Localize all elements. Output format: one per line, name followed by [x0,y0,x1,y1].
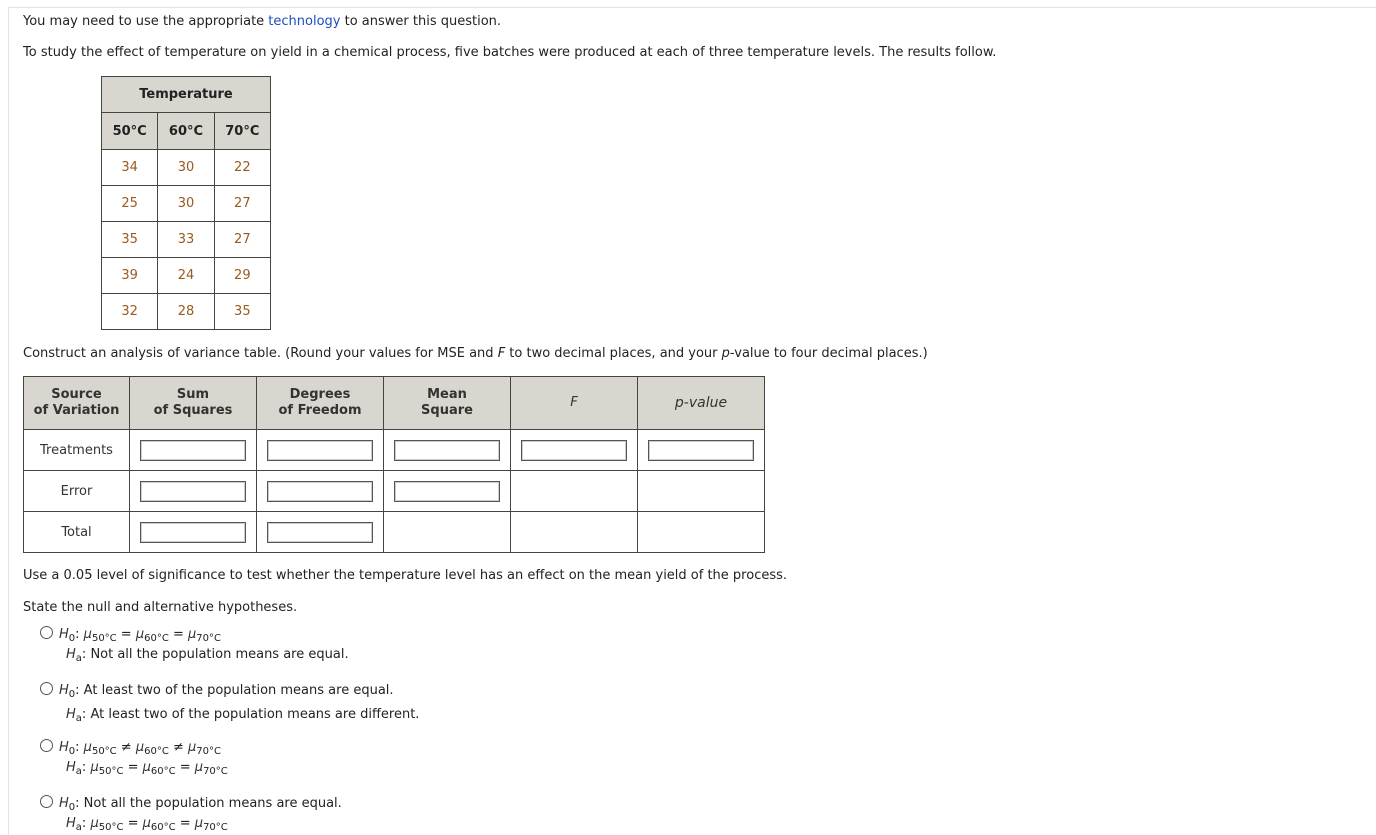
empty-cell [638,471,765,512]
option-ha-line [23,645,349,665]
radio-button[interactable] [40,795,53,808]
subscript: 50°C [98,766,124,777]
row-label-total: Total [24,512,130,553]
colon: : [81,816,91,831]
table-cell: 28 [158,294,214,330]
row-label-treatments: Treatments [24,430,130,471]
option-text: Not all the population means are equal. [83,796,342,811]
table-cell: 22 [214,150,270,186]
subscript: 50°C [98,822,124,833]
cell [638,430,765,471]
subscript: a [75,653,82,664]
mu-symbol: μ [90,816,99,831]
header-source [24,377,130,430]
construct-f: F [497,346,506,361]
hypothesis-option-4[interactable] [23,794,342,834]
mu-symbol: μ [142,760,151,775]
mu-symbol: μ [83,627,92,642]
problem-text: To study the effect of temperature on yield in a chemical process, five batches were produced at each of three temperature levels. The results follow. [23,45,997,60]
temperature-data-table [101,76,271,330]
treatments-df-input[interactable] [267,440,373,461]
header-line: Sum [176,387,210,402]
left-divider [8,7,9,835]
not-equals: ≠ [116,740,136,755]
equals: = [168,627,189,642]
column-header: 60°C [158,113,214,150]
mu-symbol: μ [188,740,197,755]
subscript: 0 [68,633,76,644]
table-cell: 35 [214,294,270,330]
subscript: 60°C [144,633,169,644]
option-ha-line [23,814,342,834]
p-value-input[interactable] [648,440,754,461]
h-symbol: H [59,683,69,698]
table-cell: 34 [102,150,158,186]
header-line: Degrees [289,387,351,402]
mu-symbol: μ [90,760,99,775]
subscript: 0 [68,746,76,757]
intro-text: You may need to use the appropriate [23,14,269,29]
h-symbol: H [59,627,69,642]
treatments-ms-input[interactable] [394,440,500,461]
empty-cell [638,512,765,553]
construct-instruction [23,346,928,362]
subscript: a [75,713,82,724]
header-line: of Freedom [278,403,362,418]
cell [384,471,511,512]
table-cell: 30 [158,150,214,186]
intro-text-end: to answer this question. [340,14,502,29]
table-cell: 33 [158,222,214,258]
header-sum-of-squares [130,377,257,430]
subscript: 70°C [203,822,228,833]
h-symbol: H [59,796,69,811]
equals: = [175,760,195,775]
table-cell: 29 [214,258,270,294]
header-p-value: p-value [638,377,765,430]
colon: : [75,627,84,642]
header-degrees-of-freedom [257,377,384,430]
cell [130,430,257,471]
subscript: 70°C [203,766,228,777]
radio-button[interactable] [40,682,53,695]
construct-text-end: -value to four decimal places.) [729,346,928,361]
option-text: At least two of the population means are equal. [83,683,394,698]
construct-text: Construct an analysis of variance table. (Round your values for MSE and [23,346,498,361]
equals: = [175,816,195,831]
option-text: Not all the population means are equal. [90,647,349,662]
construct-text-mid: to two decimal places, and your [505,346,722,361]
hypothesis-option-2[interactable] [23,681,419,725]
radio-button[interactable] [40,626,53,639]
radio-button[interactable] [40,739,53,752]
table-cell: 27 [214,222,270,258]
error-ms-input[interactable] [394,481,500,502]
significance-text: Use a 0.05 level of significance to test whether the temperature level has an effect on the mean yield of the process. [23,568,788,583]
mu-symbol: μ [135,740,145,755]
cell [511,430,638,471]
hypothesis-option-3[interactable] [23,738,228,778]
option-h0-line [23,738,228,758]
header-line: of Variation [33,403,120,418]
subscript: 70°C [196,746,222,757]
technology-link[interactable]: technology [268,14,341,29]
anova-table [23,376,765,553]
equals: = [116,627,136,642]
table-cell: 25 [102,186,158,222]
mu-symbol: μ [83,740,92,755]
header-line: Source [51,387,102,402]
f-input[interactable] [521,440,627,461]
column-header: 50°C [102,113,158,150]
error-df-input[interactable] [267,481,373,502]
subscript: 50°C [91,746,117,757]
colon: : [81,707,91,722]
option-ha-line [23,758,228,778]
h-symbol: H [66,816,76,831]
option-h0-line [23,794,342,814]
colon: : [75,740,84,755]
cell [257,512,384,553]
table-cell: 39 [102,258,158,294]
colon: : [75,796,84,811]
construct-p: p [721,346,730,361]
header-f: F [511,377,638,430]
subscript: a [75,822,82,833]
state-hypotheses-text: State the null and alternative hypotheses. [23,600,298,615]
subscript: 0 [68,689,76,700]
option-h0-line [23,681,419,701]
mu-symbol: μ [194,760,204,775]
not-equals: ≠ [168,740,189,755]
cell [130,512,257,553]
empty-cell [511,512,638,553]
treatments-ss-input[interactable] [140,440,246,461]
cell [257,471,384,512]
subscript: 60°C [150,822,176,833]
mu-symbol: μ [142,816,151,831]
mu-symbol: μ [188,627,197,642]
table-cell: 30 [158,186,214,222]
h-symbol: H [66,647,76,662]
h-symbol: H [66,707,76,722]
header-mean-square [384,377,511,430]
subscript: 50°C [91,633,117,644]
header-line: Mean [427,387,467,402]
equals: = [123,760,143,775]
colon: : [75,683,84,698]
error-ss-input[interactable] [140,481,246,502]
empty-cell [384,512,511,553]
h-symbol: H [59,740,69,755]
subscript: 60°C [150,766,176,777]
mu-symbol: μ [194,816,204,831]
row-label-error: Error [24,471,130,512]
table-cell: 35 [102,222,158,258]
table-cell: 27 [214,186,270,222]
cell [384,430,511,471]
table-cell: 24 [158,258,214,294]
equals: = [123,816,143,831]
table-caption: Temperature [102,77,271,113]
header-line: of Squares [153,403,233,418]
column-header: 70°C [214,113,270,150]
table-cell: 32 [102,294,158,330]
cell [130,471,257,512]
option-text: At least two of the population means are different. [90,707,420,722]
total-df-input[interactable] [267,522,373,543]
header-line: Square [421,403,473,418]
subscript: 60°C [144,746,169,757]
subscript: 0 [68,802,76,813]
option-h0-line [23,625,349,645]
total-ss-input[interactable] [140,522,246,543]
option-ha-line [23,705,419,725]
cell [257,430,384,471]
subscript: a [75,766,82,777]
empty-cell [511,471,638,512]
colon: : [81,647,91,662]
subscript: 70°C [196,633,222,644]
hypothesis-option-1[interactable] [23,625,349,665]
colon: : [81,760,91,775]
h-symbol: H [66,760,76,775]
mu-symbol: μ [135,627,145,642]
instruction-text [23,14,501,30]
top-divider [8,7,1376,8]
